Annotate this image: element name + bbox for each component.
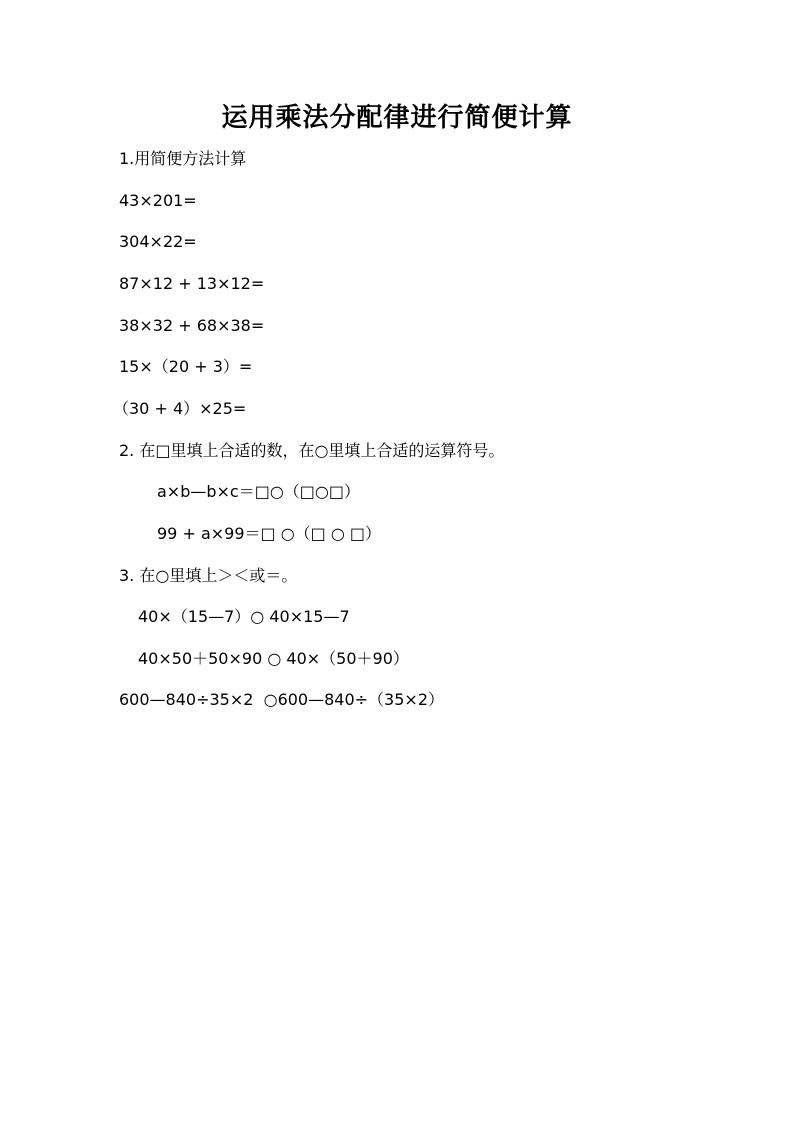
section-3-item-1: 40×（15—7）○ 40×15—7 (138, 607, 350, 626)
section-3-item-2: 40×50＋50×90 ○ 40×（50＋90） (138, 649, 409, 668)
section-1-item-1: 43×201= (119, 191, 197, 210)
section-1-item-3: 87×12 + 13×12= (119, 274, 265, 293)
section-1-item-2: 304×22= (119, 232, 197, 251)
section-2-item-1: a×b—b×c＝□○（□○□） (157, 482, 361, 501)
section-1-item-5: 15×（20 + 3）= (119, 357, 253, 376)
section-1-item-6: （30 + 4）×25= (113, 399, 247, 418)
page-title: 运用乘法分配律进行简便计算 (221, 103, 573, 133)
section-3-item-3: 600—840÷35×2 ○600—840÷（35×2） (119, 690, 444, 709)
section-1-item-4: 38×32 + 68×38= (119, 316, 265, 335)
section-2-item-2: 99 + a×99＝□ ○（□ ○ □） (157, 524, 382, 543)
section-2-heading: 2. 在□里填上合适的数，在○里填上合适的运算符号。 (119, 441, 505, 460)
section-1-heading: 1.用简便方法计算 (119, 149, 247, 168)
section-3-heading: 3. 在○里填上＞＜或＝。 (119, 566, 298, 585)
